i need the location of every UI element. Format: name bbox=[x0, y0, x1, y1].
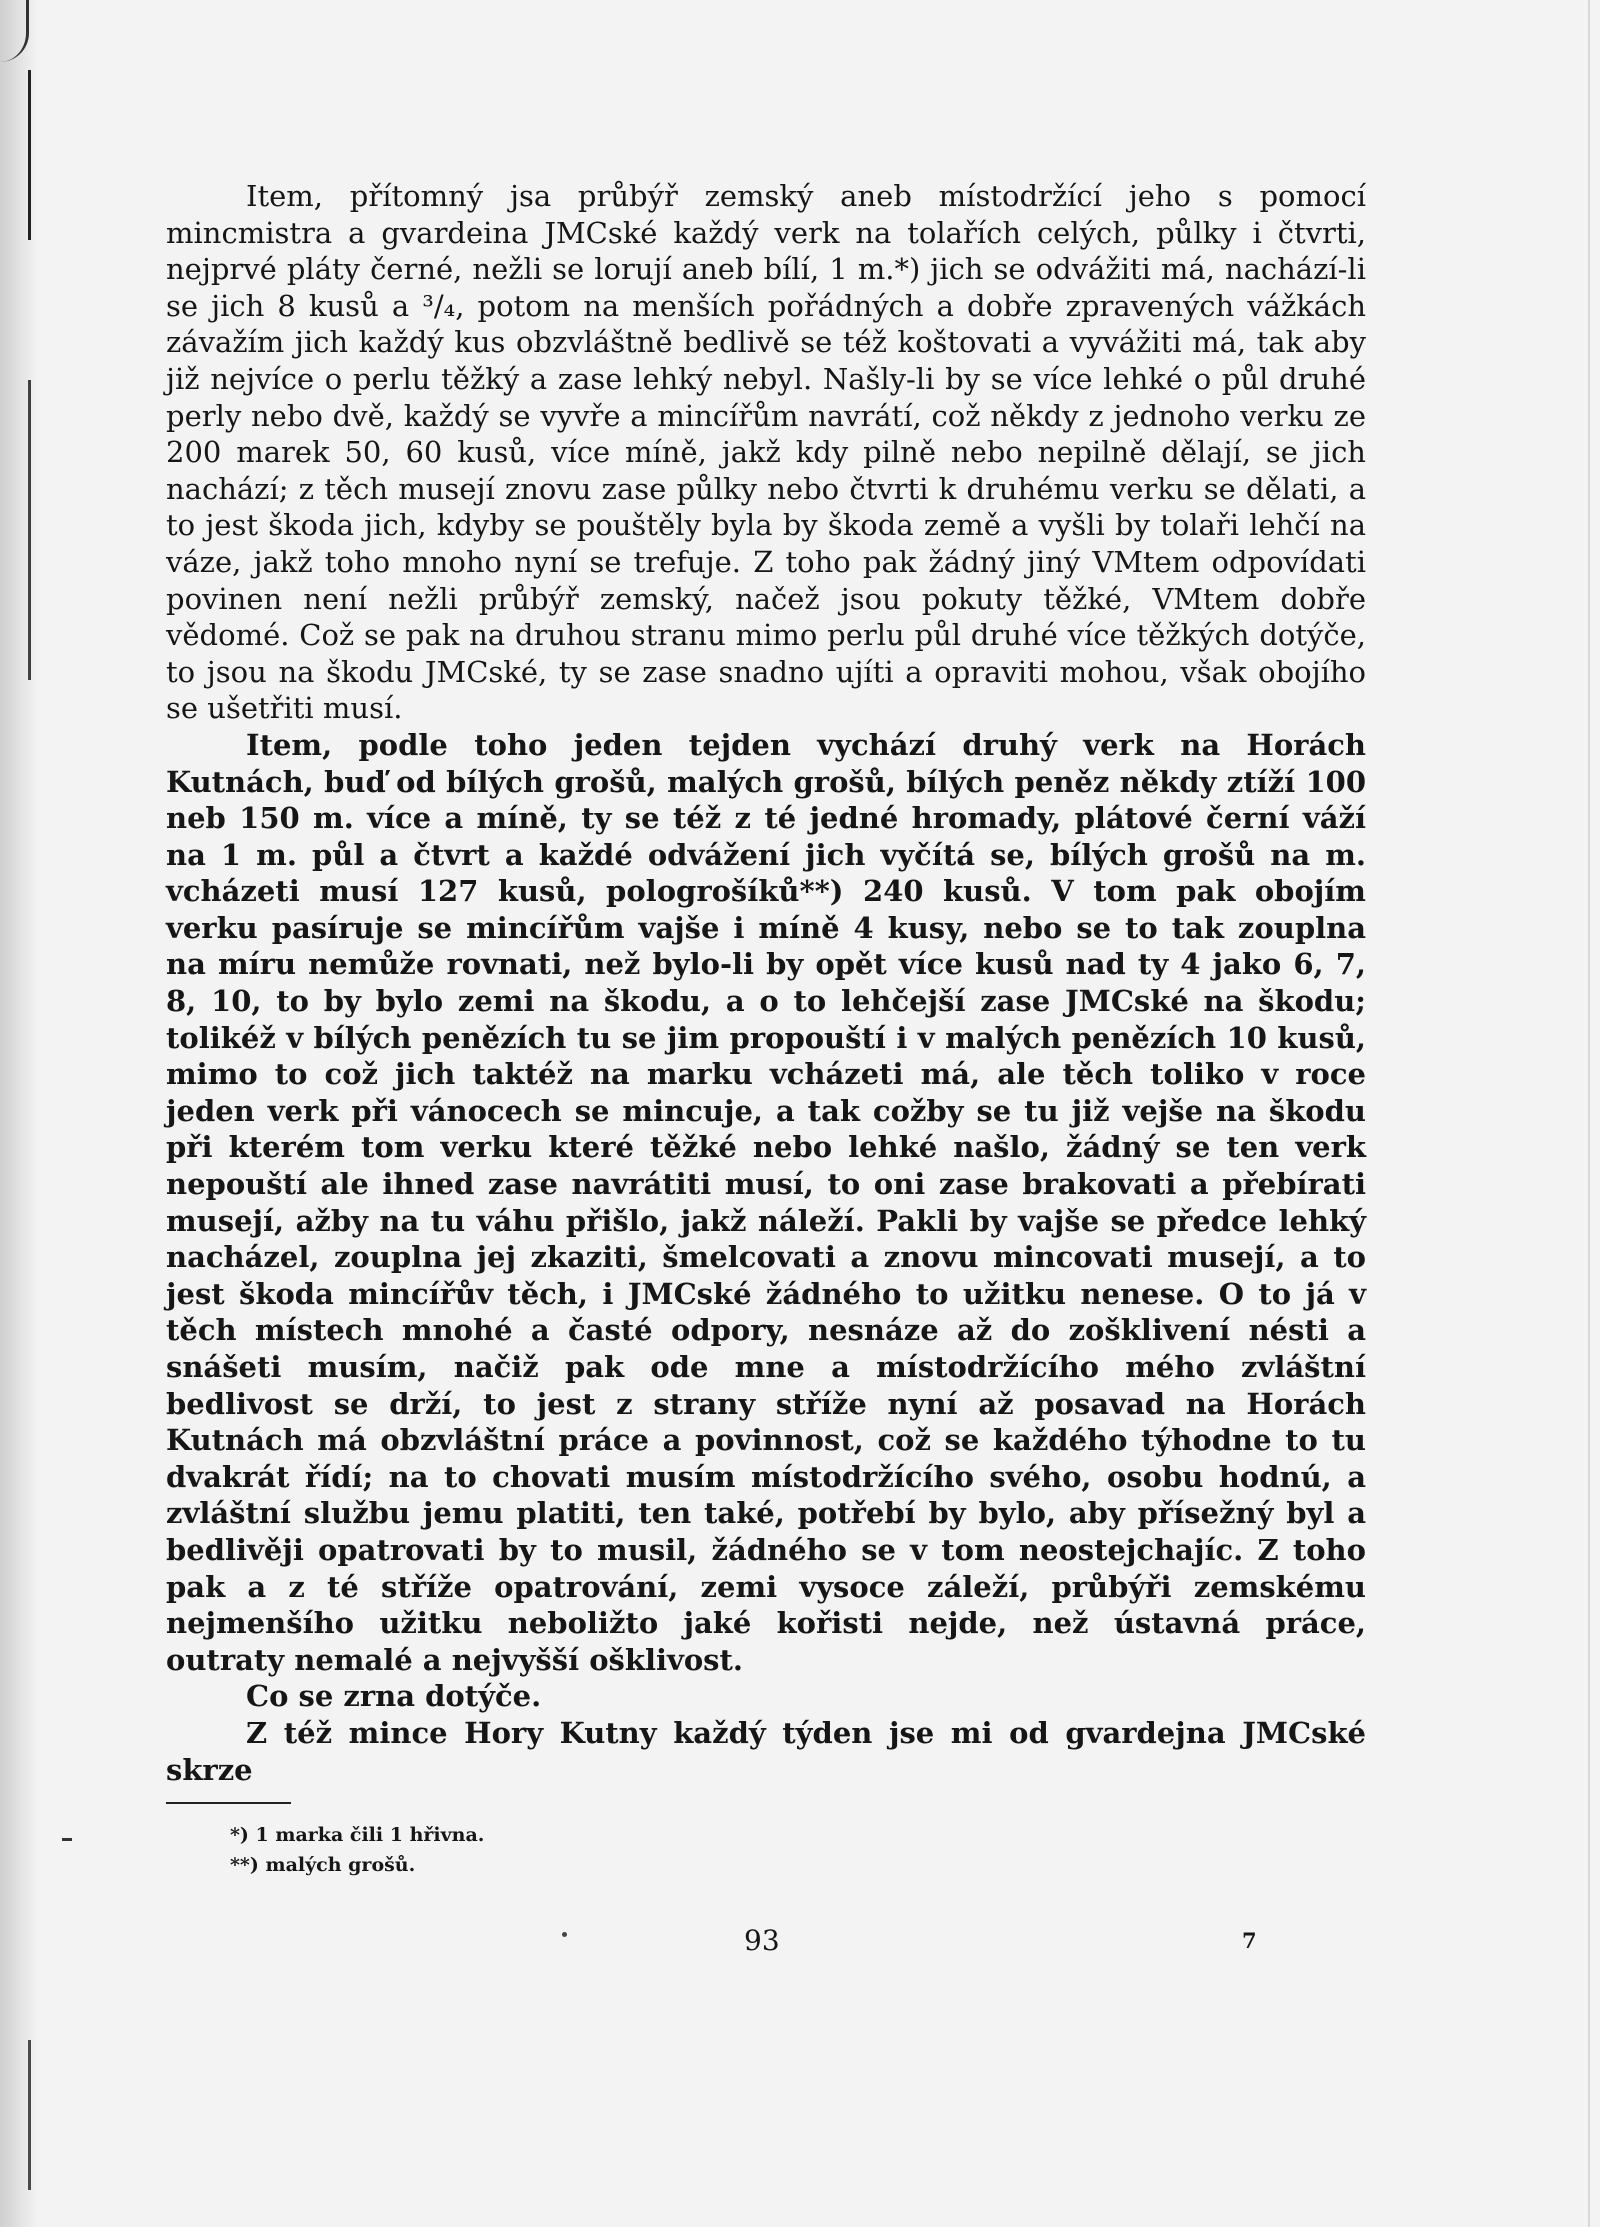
paragraph: Item, přítomný jsa průbýř zemský aneb místodržící jeho s pomocí mincmistra a gvardeina JMCské každý verk na tolařích celých, půlky i čtvrti, nejprvé pláty černé, nežli se lorují aneb bílí, 1 m.*) jich se odvážiti má, nachází-li se jich 8 kusů a ³/₄, potom na menších pořádných a dobře zpravených vážkách závažím jich každý kus obzvláštně bedlivě se též koštovati a vyvážiti má, tak aby již nejvíce o perlu těžký a zase lehký nebyl. Našly-li by se více lehké o půl druhé perly nebo dvě, každý se vyvře a mincířům navrátí, což někdy z jednoho verku ze 200 marek 50, 60 kusů, více míně, jakž kdy pilně nebo nepilně dělají, se jich nachází; z těch musejí znovu zase půlky nebo čtvrti k druhému verku se dělati, a to jest škoda jich, kdyby se pouštěly byla by škoda země a vyšli by tolaři lehčí na váze, jakž toho mnoho nyní se trefuje. Z toho pak žádný jiný VMtem odpovídati povinen není nežli průbýř zemský, načež jsou pokuty těžké, VMtem dobře vědomé. Což se pak na druhou stranu mimo perlu půl druhé více těžkých dotýče, to jsou na škodu JMCské, ty se zase snadno ujíti a opraviti mohou, však obojího se ušetřiti musí. bbox=[166, 179, 1366, 726]
body-text bbox=[166, 178, 1366, 1788]
paragraph: Z též mince Hory Kutny každý týden jse mi od gvardejna JMCské skrze bbox=[166, 1715, 1366, 1787]
footnote: *) 1 marka čili 1 hřivna. bbox=[230, 1824, 485, 1846]
binding-line bbox=[28, 2040, 31, 2190]
paragraph: Co se zrna dotýče. bbox=[246, 1679, 542, 1714]
binding-line bbox=[28, 70, 31, 240]
paragraph: Item, podle toho jeden tejden vychází druhý verk na Horách Kutnách, buď od bílých grošů, malých grošů, bílých peněz někdy ztíží 100 neb 150 m. více a míně, ty se též z té jedné hromady, plátové černí váží na 1 m. půl a čtvrt a každé odvážení jich vyčítá se, bílých grošů na m. vcházeti musí 127 kusů, pologrošíků**) 240 kusů. V tom pak obojím verku pasíruje se mincířům vajše i míně 4 kusy, nebo se to tak zouplna na míru nemůže rovnati, než bylo-li by opět více kusů nad ty 4 jako 6, 7, 8, 10, to by bylo zemi na škodu, a o to lehčejší zase JMCské na škodu; tolikéž v bílých penězích tu se jim propouští i v malých penězích 10 kusů, mimo to což jich taktéž na marku vcházeti má, ale těch toliko v roce jeden verk při vánocech se mincuje, a tak cožby se tu již vejše na škodu při kterém tom verku které těžké nebo lehké našlo, žádný se ten verk nepouští ale ihned zase navrátiti musí, to oni zase brakovati a přebírati musejí, ažby na tu váhu přišlo, jakž náleží. Pakli by vajše se předce lehký nacházel, zouplna jej zkaziti, šmelcovati a znovu mincovati musejí, a to jest škoda mincířův těch, i JMCské žádného to užitku nenese. O to já v těch místech mnohé a časté odpory, nesnáze až do zošklivení nésti a snášeti musím, načiž pak ode mne a místodržícího mého zvláštní bedlivost se drží, to jest z strany stříže nyní až posavad na Horách Kutnách má obzvláštní práce a povinnost, což se každého týhodne to tu dvakrát řídí; na to chovati musím místodržícího svého, osobu hodnú, a zvláštní službu jemu platiti, ten také, potřebí by bylo, aby přísežný byl a bedlivěji opatrovati by to musil, žádného se v tom neostejchajíc. Z toho pak a z té stříže opatrování, zemi vysoce záleží, průbýři zemskému nejmenšího užitku neboližto jaké kořisti nejde, než ústavná práce, outraty nemalé a nejvyšší ošklivost. bbox=[166, 727, 1366, 1677]
signature-mark: 7 bbox=[1242, 1928, 1257, 1953]
scan-left-edge bbox=[0, 0, 38, 2227]
scan-right-edge bbox=[1588, 0, 1590, 2227]
footnotes bbox=[230, 1820, 484, 1880]
page-number: 93 bbox=[744, 1924, 780, 1957]
stray-mark bbox=[562, 1932, 567, 1937]
footnote: **) malých grošů. bbox=[230, 1854, 416, 1876]
footnote-separator bbox=[166, 1802, 291, 1804]
binding-line bbox=[28, 380, 31, 680]
stray-mark bbox=[62, 1838, 72, 1841]
